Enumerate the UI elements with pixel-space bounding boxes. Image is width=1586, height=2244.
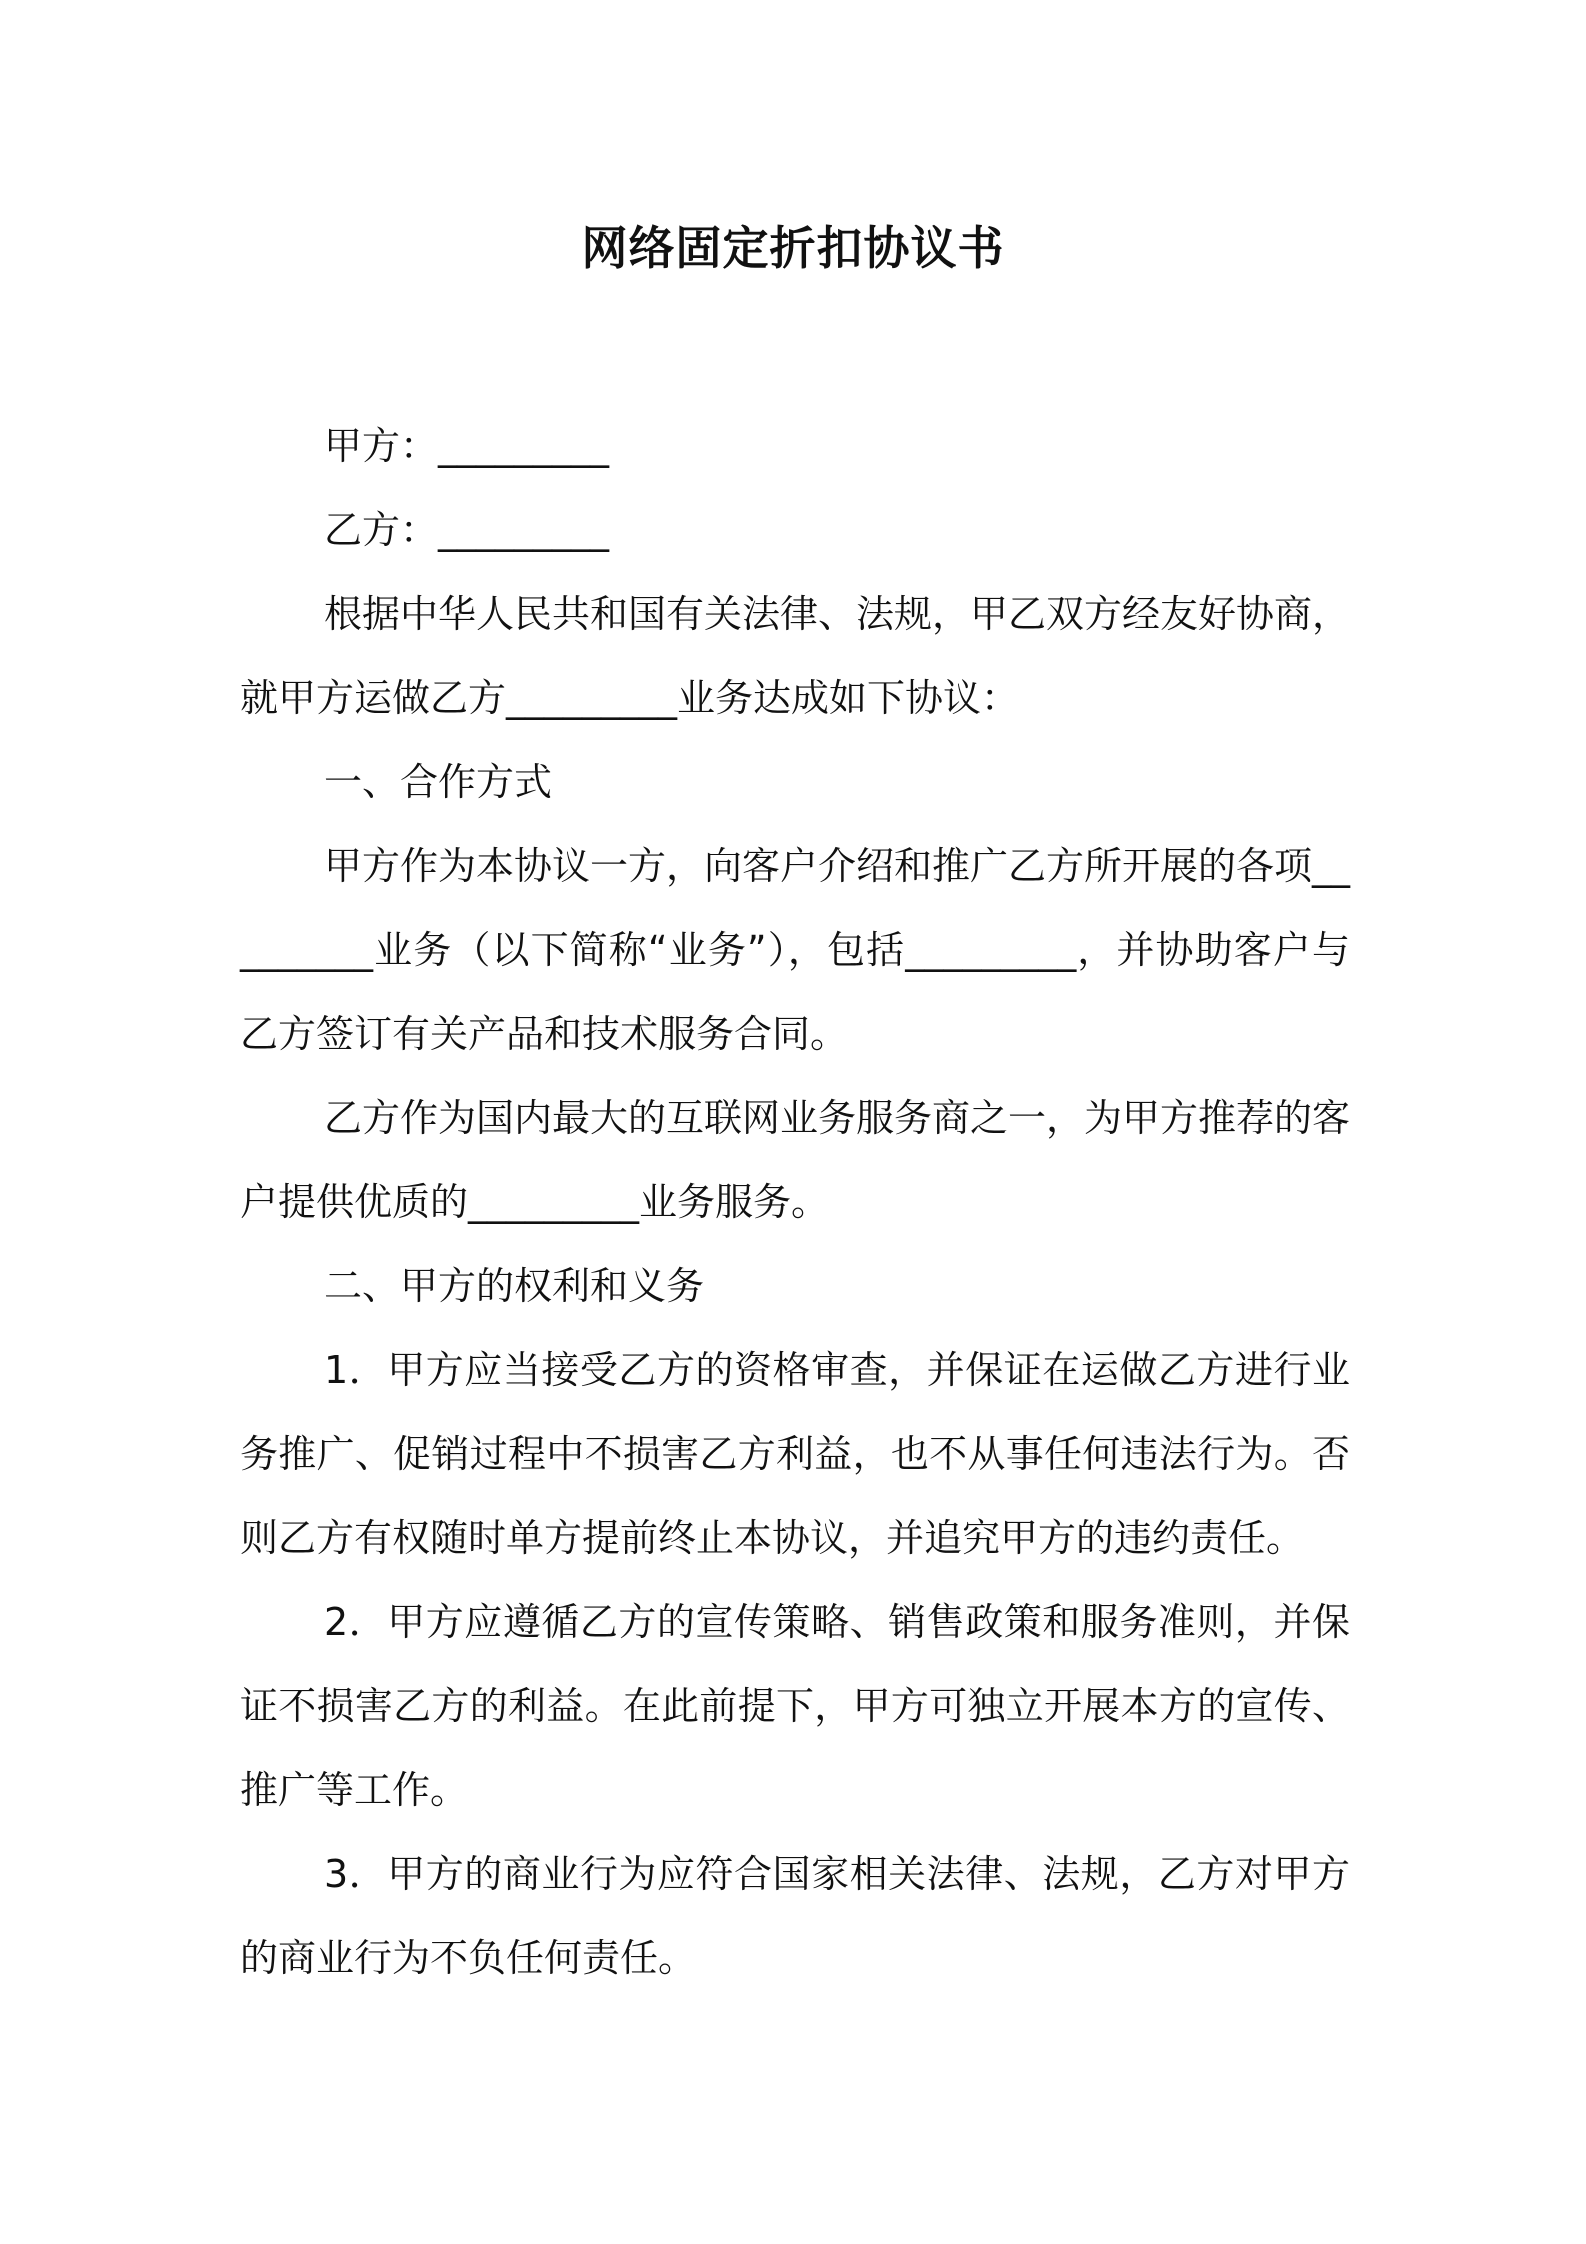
- section2-item-2: 2．甲方应遵循乙方的宣传策略、销售政策和服务准则，并保证不损害乙方的利益。在此前提下，甲方可独立开展本方的宣传、推广等工作。: [240, 1600, 1350, 1812]
- section1-heading: 一、合作方式: [324, 760, 553, 804]
- section1-paragraph-2: 乙方作为国内最大的互联网业务服务商之一，为甲方推荐的客户提供优质的_________业务服务。: [240, 1096, 1351, 1224]
- section2-heading: 二、甲方的权利和义务: [324, 1264, 705, 1308]
- document-title: 网络固定折扣协议书: [581, 221, 1005, 275]
- section1-paragraph-1: 甲方作为本协议一方，向客户介绍和推广乙方所开展的各项_________业务（以下简称“业务”），包括_________，并协助客户与乙方签订有关产品和技术服务合同。: [240, 844, 1351, 1056]
- document-body: [240, 404, 1350, 2000]
- party-a-line: 甲方：_________: [324, 424, 610, 468]
- party-b-line: 乙方：_________: [324, 508, 610, 552]
- intro-paragraph: 根据中华人民共和国有关法律、法规，甲乙双方经友好协商，就甲方运做乙方_________业务达成如下协议：: [240, 592, 1351, 720]
- section2-item-3: 3．甲方的商业行为应符合国家相关法律、法规，乙方对甲方的商业行为不负任何责任。: [240, 1852, 1350, 1980]
- section2-item-1: 1．甲方应当接受乙方的资格审查，并保证在运做乙方进行业务推广、促销过程中不损害乙方利益，也不从事任何违法行为。否则乙方有权随时单方提前终止本协议，并追究甲方的违约责任。: [240, 1348, 1350, 1560]
